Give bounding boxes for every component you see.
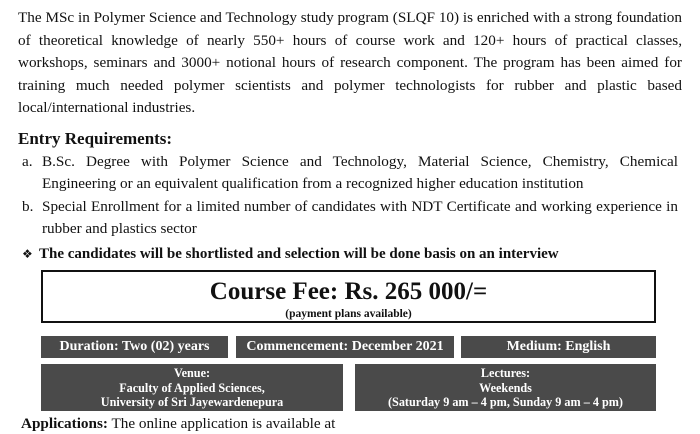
- entry-requirements-heading: Entry Requirements:: [18, 129, 173, 148]
- requirement-marker: b.: [22, 198, 34, 215]
- lectures-tag: [355, 364, 656, 411]
- requirement-text: Special Enrollment for a limited number of candidates with NDT Certificate and working experience in rubber and plastics sector: [42, 198, 678, 237]
- applications-label: Applications:: [21, 415, 108, 432]
- lectures-line-1: Weekends: [479, 380, 532, 395]
- duration-tag: Duration: Two (02) years: [41, 336, 228, 358]
- payment-plans-note: (payment plans available): [285, 308, 412, 320]
- course-fee-title: Course Fee: Rs. 265 000/=: [209, 278, 488, 305]
- course-fee-box: [41, 270, 656, 323]
- medium-tag: Medium: English: [461, 336, 656, 358]
- venue-tag: [41, 364, 343, 411]
- shortlist-note-text: The candidates will be shortlisted and selection will be done basis on an interview: [39, 246, 559, 262]
- lectures-line-2: (Saturday 9 am – 4 pm, Sunday 9 am – 4 pm): [388, 395, 623, 409]
- requirement-item-b: [22, 196, 678, 240]
- venue-label: Venue:: [173, 366, 211, 380]
- venue-line-2: University of Sri Jayewardenepura: [100, 395, 284, 409]
- shortlist-note: [22, 244, 559, 264]
- venue-line-1: Faculty of Applied Sciences,: [119, 380, 265, 395]
- program-description: The MSc in Polymer Science and Technology study program (SLQF 10) is enriched with a strong foundation of theoretical knowledge of nearly 550+ hours of course work and 120+ hours of practical classes, workshops, seminars and 3000+ notional hours of research component. The program has been aimed for training much needed polymer scientists and polymer technologists for rubber and plastic based local/international industries.: [18, 9, 682, 117]
- requirement-text: B.Sc. Degree with Polymer Science and Technology, Material Science, Chemistry, Chemical Engineering or an equivalent qualification from a recognized higher education institution: [42, 153, 678, 192]
- requirement-marker: a.: [22, 153, 33, 170]
- lectures-label: Lectures:: [480, 366, 531, 380]
- applications-line: [21, 414, 335, 434]
- diamond-bullet-icon: ❖: [22, 247, 33, 261]
- applications-text: The online application is available at: [111, 415, 336, 432]
- requirement-item-a: [22, 151, 678, 195]
- commencement-tag: Commencement: December 2021: [236, 336, 454, 358]
